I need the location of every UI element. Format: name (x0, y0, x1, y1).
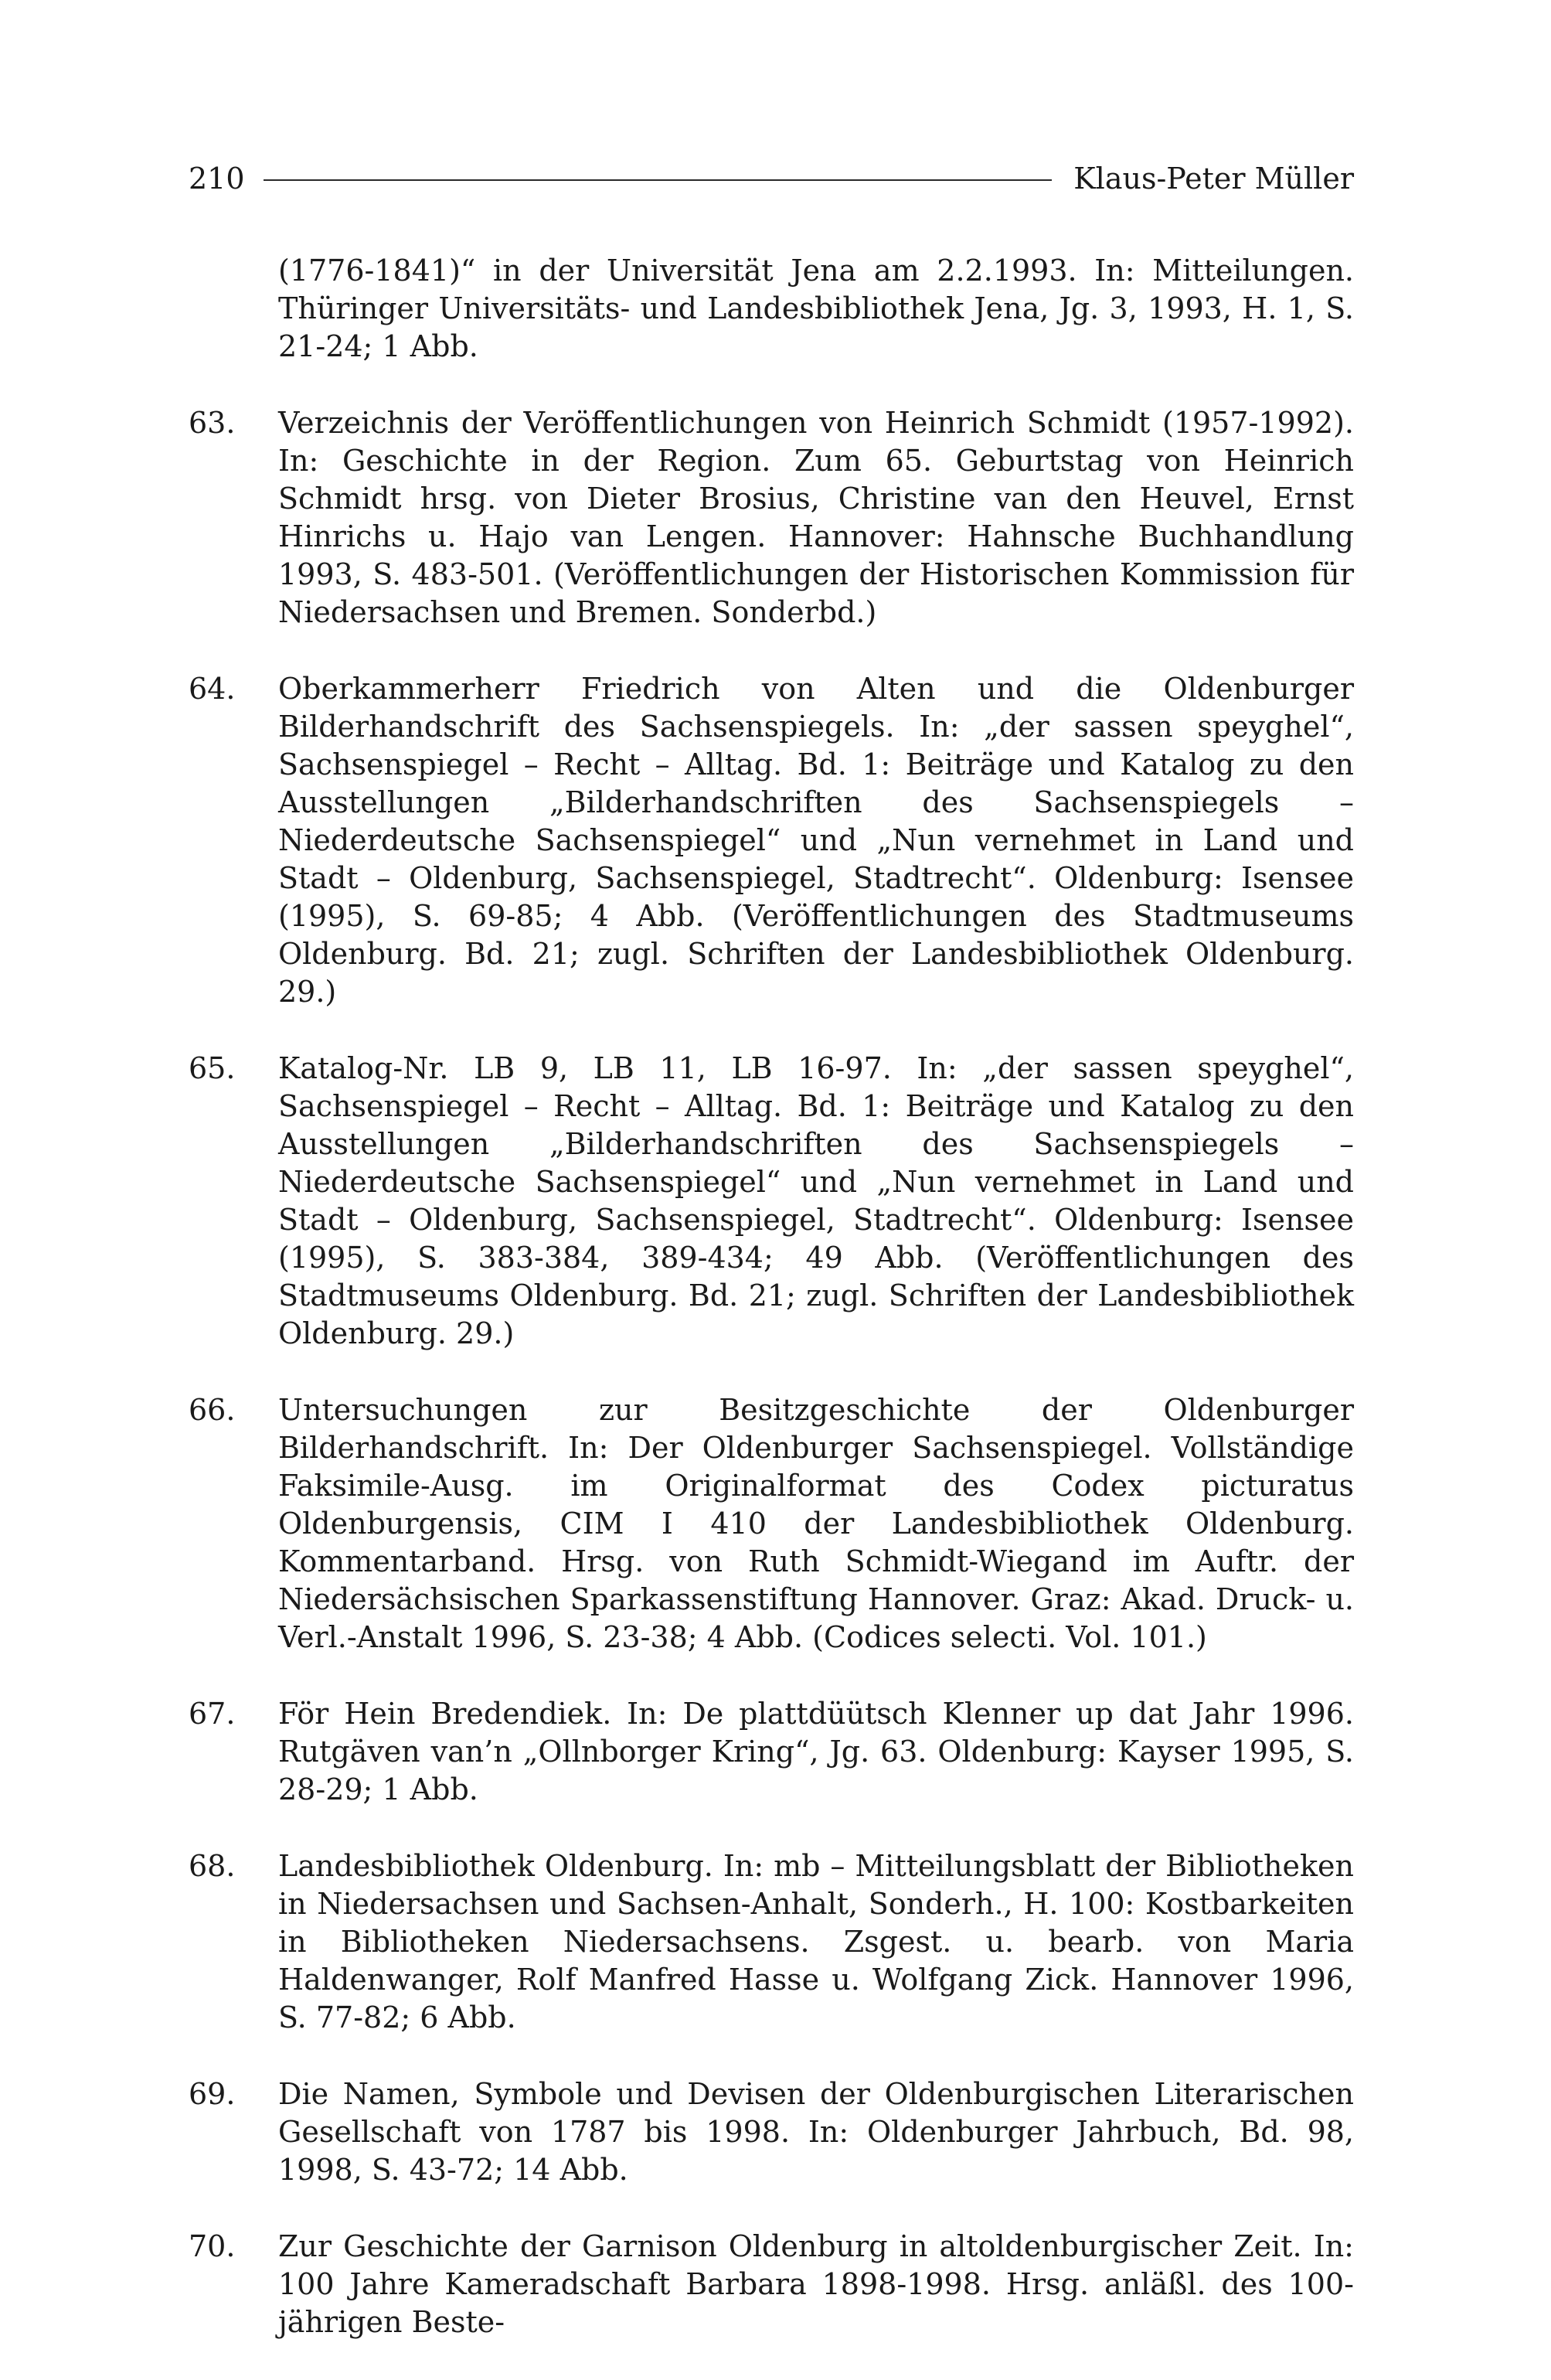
entry-text: Zur Geschichte der Garnison Oldenburg in altoldenburgischer Zeit. In: 100 Jahre Kameradschaft Barbara 1898-1998. Hrsg. anläßl. des 100-jährigen Beste- (278, 2229, 1354, 2339)
bibliography-entry-70 (189, 2228, 1354, 2341)
bibliography-entry-66 (189, 1391, 1354, 1656)
bibliography-list (189, 252, 1354, 2380)
entry-number: 68. (189, 1849, 236, 1883)
running-header (189, 157, 1354, 200)
entry-text: Verzeichnis der Veröffentlichungen von Heinrich Schmidt (1957-1992). In: Geschichte in der Region. Zum 65. Geburtstag von Heinrich Schmidt hrsg. von Dieter Brosius, Christine van den Heuvel, Ernst Hinrichs u. Hajo van Lengen. Hannover: Hahnsche Buchhandlung 1993, S. 483-501. (Veröffentlichungen der Historischen Kommission für Niedersachsen und Bremen. Sonderbd.) (278, 406, 1354, 629)
entry-text: För Hein Bredendiek. In: De plattdüütsch Klenner up dat Jahr 1996. Rutgäven van’n „Ollnborger Kring“, Jg. 63. Oldenburg: Kayser 1995, S. 28-29; 1 Abb. (278, 1697, 1354, 1806)
entry-number: 65. (189, 1051, 236, 1085)
entry-text: Die Namen, Symbole und Devisen der Oldenburgischen Literarischen Gesellschaft von 1787 bis 1998. In: Oldenburger Jahrbuch, Bd. 98, 1998, S. 43-72; 14 Abb. (278, 2077, 1354, 2187)
entry-text: Landesbibliothek Oldenburg. In: mb – Mitteilungsblatt der Bibliotheken in Niedersachsen und Sachsen-Anhalt, Sonderh., H. 100: Kostbarkeiten in Bibliotheken Niedersachsens. Zsgest. u. bearb. von Maria Haldenwanger, Rolf Manfred Hasse u. Wolfgang Zick. Hannover 1996, S. 77-82; 6 Abb. (278, 1849, 1354, 2034)
continued-entry-text: (1776-1841)“ in der Universität Jena am 2.2.1993. In: Mitteilungen. Thüringer Universitäts- und Landesbibliothek Jena, Jg. 3, 1993, H. 1, S. 21-24; 1 Abb. (278, 254, 1354, 363)
entry-text: Oberkammerherr Friedrich von Alten und die Oldenburger Bilderhandschrift des Sachsenspiegels. In: „der sassen speyghel“, Sachsenspiegel – Recht – Alltag. Bd. 1: Beiträge und Katalog zu den Ausstellungen „Bilderhandschriften des Sachsenspiegels – Niederdeutsche Sachsenspiegel“ und „Nun vernehmet in Land und Stadt – Oldenburg, Sachsenspiegel, Stadtrecht“. Oldenburg: Isensee (1995), S. 69-85; 4 Abb. (Veröffentlichungen des Stadtmuseums Oldenburg. Bd. 21; zugl. Schriften der Landesbibliothek Oldenburg. 29.) (278, 672, 1354, 1009)
entry-number: 70. (189, 2229, 236, 2263)
entry-number: 69. (189, 2077, 236, 2111)
entry-number: 66. (189, 1393, 236, 1427)
bibliography-entry-63 (189, 404, 1354, 632)
bibliography-entry-68 (189, 1847, 1354, 2037)
entry-number: 63. (189, 406, 236, 440)
running-head-author: Klaus-Peter Müller (1073, 162, 1354, 196)
bibliography-entry-67 (189, 1695, 1354, 1809)
header-rule (264, 179, 1053, 181)
bibliography-entry-69 (189, 2075, 1354, 2189)
entry-text: Katalog-Nr. LB 9, LB 11, LB 16-97. In: „der sassen speyghel“, Sachsenspiegel – Recht – Alltag. Bd. 1: Beiträge und Katalog zu den Ausstellungen „Bilderhandschriften des Sachsenspiegels – Niederdeutsche Sachsenspiegel“ und „Nun vernehmet in Land und Stadt – Oldenburg, Sachsenspiegel, Stadtrecht“. Oldenburg: Isensee (1995), S. 383-384, 389-434; 49 Abb. (Veröffentlichungen des Stadtmuseums Oldenburg. Bd. 21; zugl. Schriften der Landesbibliothek Oldenburg. 29.) (278, 1051, 1354, 1350)
entry-number: 64. (189, 672, 236, 706)
page-number: 210 (189, 162, 245, 196)
bibliography-entry-65 (189, 1050, 1354, 1353)
bibliography-entry-64 (189, 670, 1354, 1011)
entry-text: Untersuchungen zur Besitzgeschichte der Oldenburger Bilderhandschrift. In: Der Oldenburger Sachsenspiegel. Vollständige Faksimile-Ausg. im Originalformat des Codex picturatus Oldenburgensis, CIM I 410 der Landesbibliothek Oldenburg. Kommentarband. Hrsg. von Ruth Schmidt-Wiegand im Auftr. der Niedersächsischen Sparkassenstiftung Hannover. Graz: Akad. Druck- u. Verl.-Anstalt 1996, S. 23-38; 4 Abb. (Codices selecti. Vol. 101.) (278, 1393, 1354, 1654)
entry-number: 67. (189, 1697, 236, 1731)
